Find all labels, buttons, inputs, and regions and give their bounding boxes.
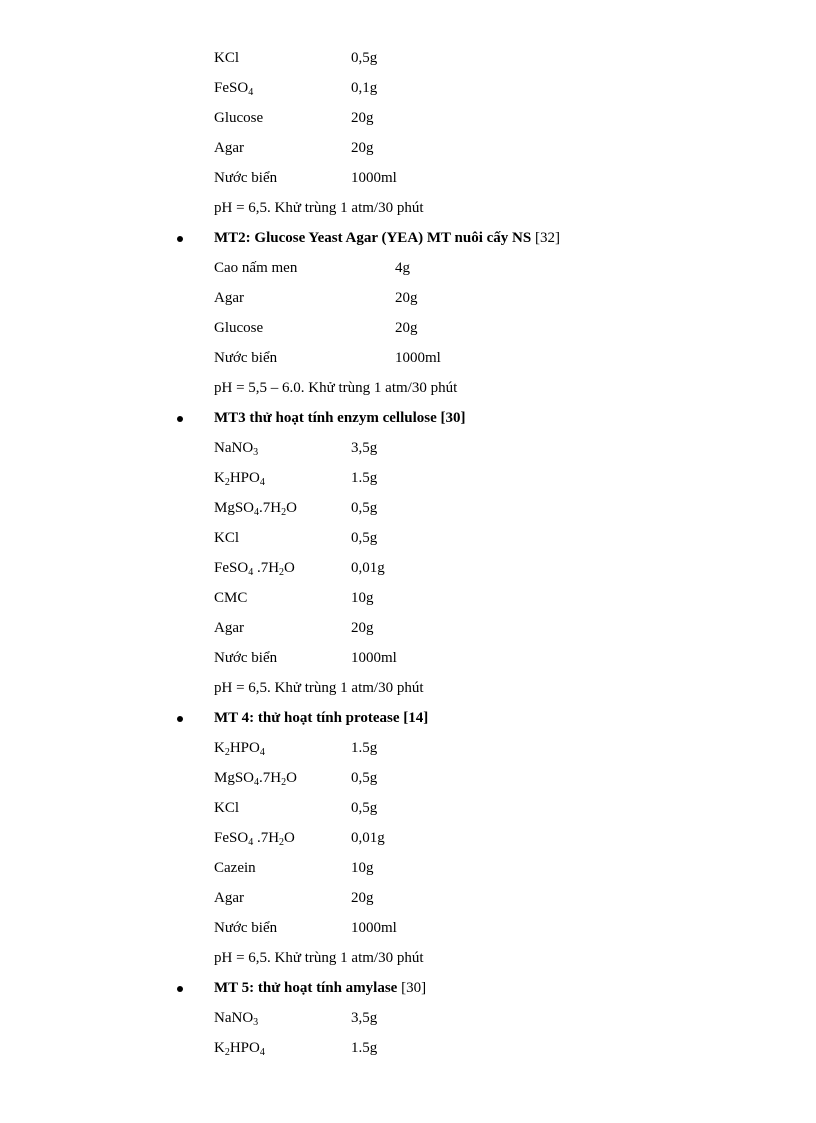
- ingredient-name: [214, 1033, 265, 1063]
- text-part: Agar: [214, 140, 244, 156]
- text-part: MT3 thử hoạt tính enzym cellulose [30]: [214, 410, 466, 426]
- text-part: HPO: [229, 1040, 260, 1056]
- subscript: 2: [279, 567, 285, 578]
- ingredient-quantity: 20g: [351, 620, 374, 636]
- subscript: 2: [281, 777, 287, 788]
- ingredient-name: [214, 1003, 258, 1033]
- ingredient-quantity: 0,5g: [351, 770, 378, 786]
- text-part: FeSO: [214, 830, 249, 846]
- text-part: [32]: [531, 230, 560, 246]
- subscript: 4: [248, 837, 254, 848]
- ingredient-name: [214, 613, 244, 643]
- heading-text: [214, 973, 426, 1003]
- text-part: Agar: [214, 890, 244, 906]
- ingredient-name: [214, 433, 258, 463]
- text-part: Cao nấm men: [214, 260, 298, 276]
- heading-text: [214, 223, 560, 253]
- text-part: FeSO: [214, 560, 249, 576]
- ingredient-name: [214, 883, 244, 913]
- ingredient-name: [214, 493, 297, 523]
- ingredient-quantity: 0,5g: [351, 500, 378, 516]
- bullet-icon: [177, 716, 183, 722]
- text-part: .7H: [253, 830, 280, 846]
- ingredient-quantity: 4g: [395, 260, 410, 276]
- ingredient-name: [214, 313, 263, 343]
- subscript: 2: [224, 477, 230, 488]
- ingredient-quantity: 10g: [351, 860, 374, 876]
- ingredient-quantity: 3,5g: [351, 440, 378, 456]
- text-part: FeSO: [214, 80, 249, 96]
- ingredient-quantity: 1000ml: [351, 920, 397, 936]
- ingredient-quantity: 1000ml: [395, 350, 441, 366]
- ingredient-quantity: 1000ml: [351, 170, 397, 186]
- subscript: 2: [224, 1047, 230, 1058]
- ingredient-quantity: 0,5g: [351, 530, 378, 546]
- text-part: .7H: [253, 560, 280, 576]
- ingredient-name: [214, 463, 265, 493]
- text-part: K: [214, 740, 225, 756]
- ingredient-quantity: 3,5g: [351, 1010, 378, 1026]
- bullet-icon: [177, 986, 183, 992]
- text-part: CMC: [214, 590, 248, 606]
- text-part: K: [214, 1040, 225, 1056]
- text-part: Glucose: [214, 320, 264, 336]
- text-part: Nước biển: [214, 650, 278, 666]
- subscript: 4: [259, 747, 265, 758]
- ingredient-name: [214, 553, 295, 583]
- subscript: 4: [248, 87, 254, 98]
- text-part: KCl: [214, 800, 240, 816]
- subscript: 4: [248, 567, 254, 578]
- note-text: pH = 6,5. Khử trùng 1 atm/30 phút: [214, 200, 424, 216]
- text-part: NaNO: [214, 440, 254, 456]
- note-text: pH = 6,5. Khử trùng 1 atm/30 phút: [214, 950, 424, 966]
- subscript: 3: [253, 447, 259, 458]
- note-text: pH = 6,5. Khử trùng 1 atm/30 phút: [214, 680, 424, 696]
- text-part: MgSO: [214, 500, 255, 516]
- ingredient-name: [214, 643, 277, 673]
- heading-text: [214, 703, 428, 733]
- ingredient-quantity: 20g: [395, 320, 418, 336]
- ingredient-quantity: 0,01g: [351, 560, 385, 576]
- ingredient-quantity: 1.5g: [351, 1040, 378, 1056]
- ingredient-name: [214, 763, 297, 793]
- ingredient-quantity: 1.5g: [351, 740, 378, 756]
- subscript: 3: [253, 1017, 259, 1028]
- ingredient-name: [214, 133, 244, 163]
- text-part: HPO: [229, 470, 260, 486]
- ingredient-name: [214, 253, 297, 283]
- text-part: Agar: [214, 620, 244, 636]
- subscript: 4: [254, 777, 260, 788]
- text-part: O: [286, 770, 297, 786]
- ingredient-quantity: 20g: [351, 110, 374, 126]
- subscript: 4: [254, 507, 260, 518]
- ingredient-quantity: 1000ml: [351, 650, 397, 666]
- ingredient-name: [214, 823, 295, 853]
- ingredient-name: [214, 733, 265, 763]
- text-part: MT 5: thử hoạt tính amylase: [214, 980, 398, 996]
- text-part: HPO: [229, 740, 260, 756]
- text-part: Nước biển: [214, 920, 278, 936]
- heading-text: [214, 403, 465, 433]
- ingredient-quantity: 0,1g: [351, 80, 378, 96]
- subscript: 2: [224, 747, 230, 758]
- text-part: [30]: [397, 980, 427, 996]
- text-part: K: [214, 470, 225, 486]
- text-part: NaNO: [214, 1010, 254, 1026]
- subscript: 4: [259, 477, 265, 488]
- bullet-icon: [177, 416, 183, 422]
- text-part: KCl: [214, 50, 240, 66]
- ingredient-name: [214, 43, 239, 73]
- ingredient-name: [214, 913, 277, 943]
- ingredient-quantity: 1.5g: [351, 470, 378, 486]
- text-part: Nước biển: [214, 170, 278, 186]
- ingredient-quantity: 20g: [351, 890, 374, 906]
- text-part: O: [284, 560, 295, 576]
- text-part: .7H: [259, 500, 282, 516]
- ingredient-name: [214, 793, 239, 823]
- text-part: KCl: [214, 530, 240, 546]
- text-part: O: [284, 830, 295, 846]
- text-part: Cazein: [214, 860, 256, 876]
- text-part: .7H: [259, 770, 282, 786]
- ingredient-name: [214, 163, 277, 193]
- text-part: Nước biển: [214, 350, 278, 366]
- subscript: 2: [281, 507, 287, 518]
- text-part: O: [286, 500, 297, 516]
- ingredient-quantity: 20g: [395, 290, 418, 306]
- ingredient-quantity: 0,5g: [351, 50, 378, 66]
- text-part: Agar: [214, 290, 244, 306]
- ingredient-quantity: 20g: [351, 140, 374, 156]
- ingredient-quantity: 0,5g: [351, 800, 378, 816]
- text-part: MT 4: thử hoạt tính protease [14]: [214, 710, 429, 726]
- text-part: MT2: Glucose Yeast Agar (YEA) MT nuôi cấy NS: [214, 230, 532, 246]
- ingredient-quantity: 0,01g: [351, 830, 385, 846]
- ingredient-name: [214, 283, 244, 313]
- ingredient-name: [214, 853, 256, 883]
- ingredient-quantity: 10g: [351, 590, 374, 606]
- note-text: pH = 5,5 – 6.0. Khử trùng 1 atm/30 phút: [214, 380, 458, 396]
- ingredient-name: [214, 583, 247, 613]
- ingredient-name: [214, 73, 253, 103]
- ingredient-name: [214, 523, 239, 553]
- subscript: 2: [279, 837, 285, 848]
- bullet-icon: [177, 236, 183, 242]
- ingredient-name: [214, 343, 277, 373]
- ingredient-name: [214, 103, 263, 133]
- text-part: Glucose: [214, 110, 264, 126]
- text-part: MgSO: [214, 770, 255, 786]
- subscript: 4: [259, 1047, 265, 1058]
